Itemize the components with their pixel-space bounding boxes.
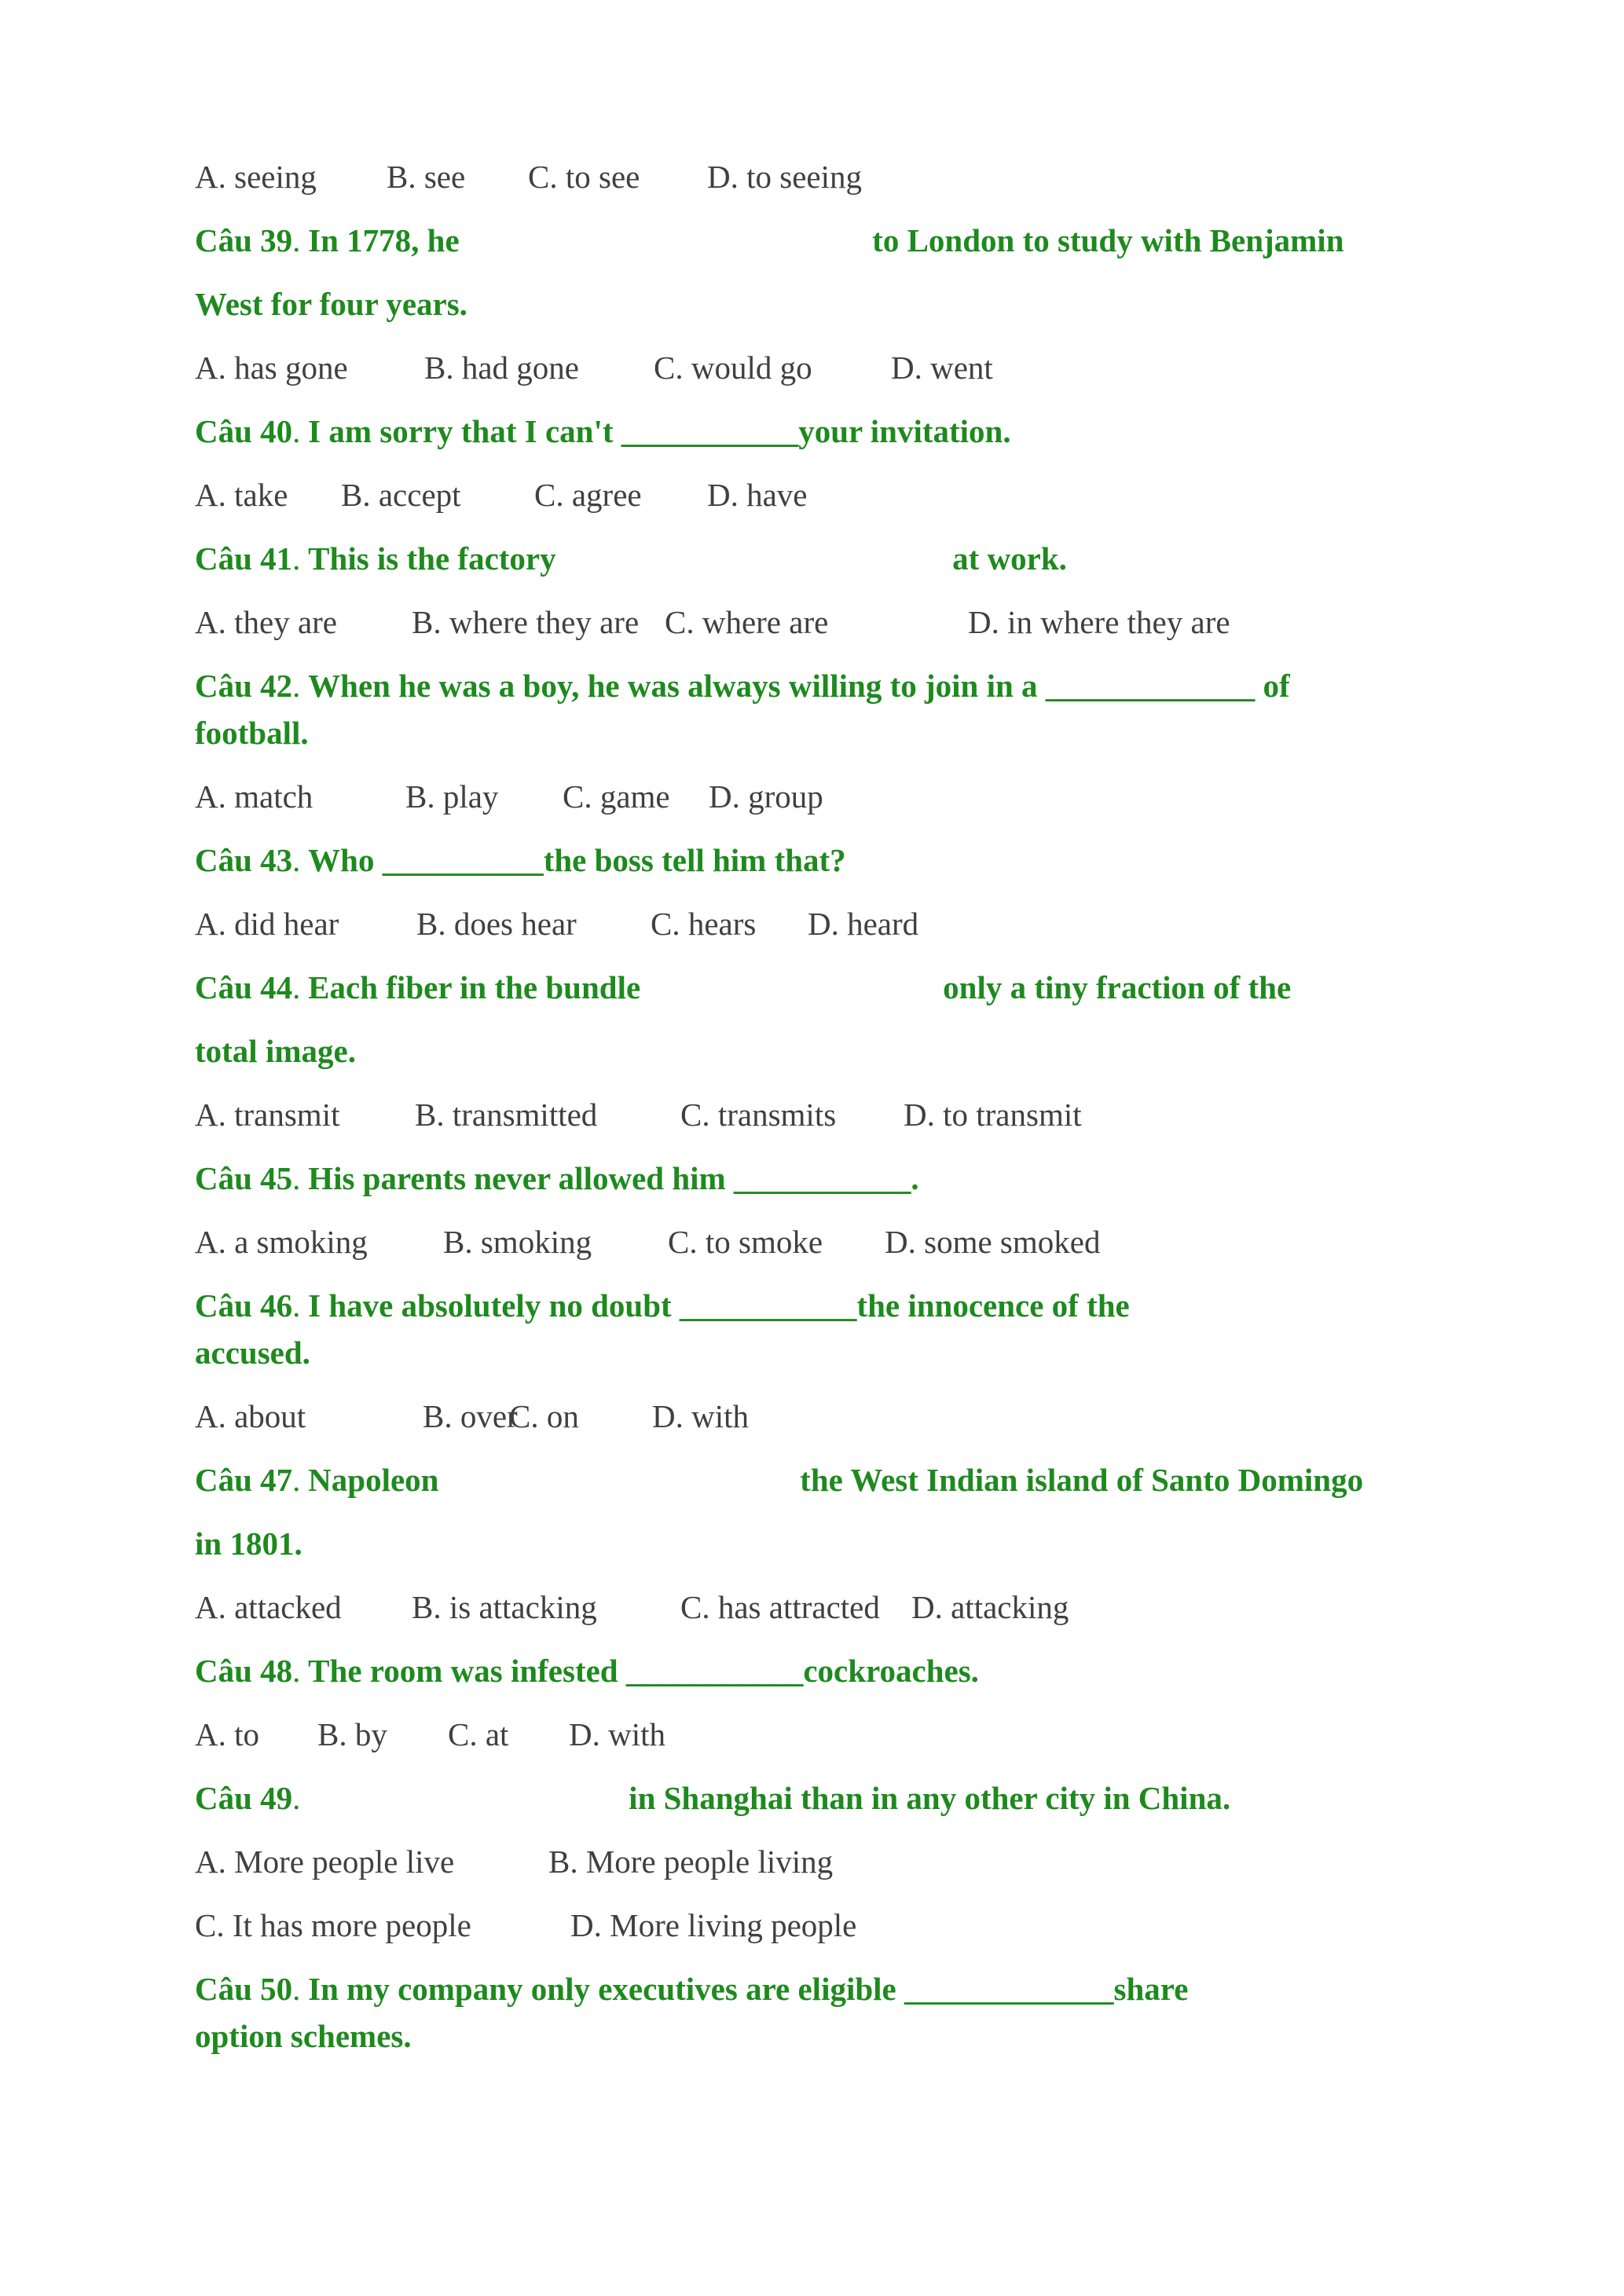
answer-option: A. transmit xyxy=(195,1097,340,1133)
question-number-separator: . xyxy=(292,413,301,449)
answer-option: D. group xyxy=(709,778,823,815)
answer-option: A. seeing xyxy=(195,159,317,195)
question-number-separator: . xyxy=(292,1462,301,1498)
answer-option: C. game xyxy=(563,778,670,815)
answer-option: C. to smoke xyxy=(668,1224,823,1260)
answer-option: B. is attacking xyxy=(412,1589,597,1625)
answer-option: D. More living people xyxy=(570,1907,857,1943)
answer-option: A. to xyxy=(195,1716,259,1752)
question-number: Câu 40 xyxy=(195,413,293,449)
question-number-separator: . xyxy=(292,1780,301,1816)
question-text: In my company only executives are eligible _____________share xyxy=(308,1971,1189,2007)
answer-option: B. where they are xyxy=(412,604,640,640)
question-text-continuation: only a tiny fraction of the xyxy=(943,969,1292,1005)
question-text-continuation: the West Indian island of Santo Domingo xyxy=(800,1462,1364,1498)
question-text: Each fiber in the bundle xyxy=(308,969,641,1005)
question-text: I have absolutely no doubt ___________the innocence of the xyxy=(308,1287,1130,1324)
answer-option: D. with xyxy=(652,1398,749,1434)
question-text: accused. xyxy=(195,1335,310,1371)
question-number-separator: . xyxy=(292,668,301,704)
answer-option: D. in where they are xyxy=(968,604,1230,640)
question-number-separator: . xyxy=(292,969,301,1005)
answer-option: D. have xyxy=(707,477,808,513)
question-number: Câu 42 xyxy=(195,668,293,704)
question-number-separator: . xyxy=(292,1287,301,1324)
question-text: His parents never allowed him ___________. xyxy=(308,1160,919,1196)
question-text: This is the factory xyxy=(308,540,556,577)
question-text: I am sorry that I can't ___________your invitation. xyxy=(308,413,1011,449)
answer-option: D. heard xyxy=(808,906,919,942)
answer-option: C. agree xyxy=(534,477,642,513)
answer-option: C. would go xyxy=(654,350,812,386)
question-number: Câu 47 xyxy=(195,1462,293,1498)
answer-option: A. did hear xyxy=(195,906,339,942)
answer-option: B. accept xyxy=(341,477,461,513)
question-number-separator: . xyxy=(292,842,301,878)
question-number-separator: . xyxy=(292,1653,301,1689)
answer-option: C. where are xyxy=(665,604,829,640)
answer-option: B. had gone xyxy=(424,350,579,386)
question-number: Câu 50 xyxy=(195,1971,293,2007)
answer-option: B. play xyxy=(405,778,499,815)
question-number-separator: . xyxy=(292,1971,301,2007)
answer-option: C. hears xyxy=(651,906,757,942)
question-number: Câu 46 xyxy=(195,1287,293,1324)
answer-option: D. attacking xyxy=(911,1589,1069,1625)
answer-option: C. has attracted xyxy=(680,1589,880,1625)
answer-option: D. some smoked xyxy=(885,1224,1101,1260)
question-text: West for four years. xyxy=(195,286,467,322)
question-text: The room was infested ___________cockroaches. xyxy=(308,1653,979,1689)
question-text: total image. xyxy=(195,1033,356,1069)
question-number: Câu 48 xyxy=(195,1653,293,1689)
answer-option: B. More people living xyxy=(548,1844,834,1880)
answer-option: A. they are xyxy=(195,604,337,640)
answer-option: A. about xyxy=(195,1398,306,1434)
question-number-separator: . xyxy=(292,222,301,258)
question-number: Câu 44 xyxy=(195,969,293,1005)
answer-option: C. transmits xyxy=(680,1097,837,1133)
question-text: football. xyxy=(195,715,309,751)
question-text: in 1801. xyxy=(195,1525,302,1562)
answer-option: B. transmitted xyxy=(415,1097,598,1133)
answer-option: B. by xyxy=(317,1716,387,1752)
question-number: Câu 41 xyxy=(195,540,293,577)
answer-option: D. with xyxy=(569,1716,665,1752)
answer-option: A. More people live xyxy=(195,1844,455,1880)
answer-option: D. went xyxy=(891,350,993,386)
question-text-continuation: to London to study with Benjamin xyxy=(872,222,1344,258)
answer-option: A. a smoking xyxy=(195,1224,368,1260)
answer-option: B. see xyxy=(387,159,466,195)
answer-option: C. at xyxy=(448,1716,509,1752)
answer-option: A. match xyxy=(195,778,313,815)
answer-option: D. to seeing xyxy=(707,159,862,195)
answer-option: D. to transmit xyxy=(904,1097,1082,1133)
question-text-continuation: at work. xyxy=(952,540,1067,577)
question-text: When he was a boy, he was always willing to join in a _____________ of xyxy=(308,668,1290,704)
question-number: Câu 49 xyxy=(195,1780,293,1816)
question-number: Câu 45 xyxy=(195,1160,293,1196)
question-text: In 1778, he xyxy=(308,222,460,258)
question-number-separator: . xyxy=(292,540,301,577)
answer-option: A. has gone xyxy=(195,350,348,386)
answer-option: C. to see xyxy=(528,159,640,195)
answer-option: B. over xyxy=(423,1398,518,1434)
question-text: Who __________the boss tell him that? xyxy=(308,842,846,878)
answer-option: C. It has more people xyxy=(195,1907,471,1943)
answer-option: B. smoking xyxy=(443,1224,592,1260)
question-text: option schemes. xyxy=(195,2018,412,2054)
question-number-separator: . xyxy=(292,1160,301,1196)
question-number: Câu 43 xyxy=(195,842,293,878)
answer-option: A. attacked xyxy=(195,1589,342,1625)
answer-option: B. does hear xyxy=(416,906,577,942)
question-text-continuation: in Shanghai than in any other city in China. xyxy=(629,1780,1231,1816)
answer-option: C. on xyxy=(509,1398,579,1434)
answer-option: A. take xyxy=(195,477,288,513)
question-number: Câu 39 xyxy=(195,222,293,258)
question-text: Napoleon xyxy=(308,1462,439,1498)
